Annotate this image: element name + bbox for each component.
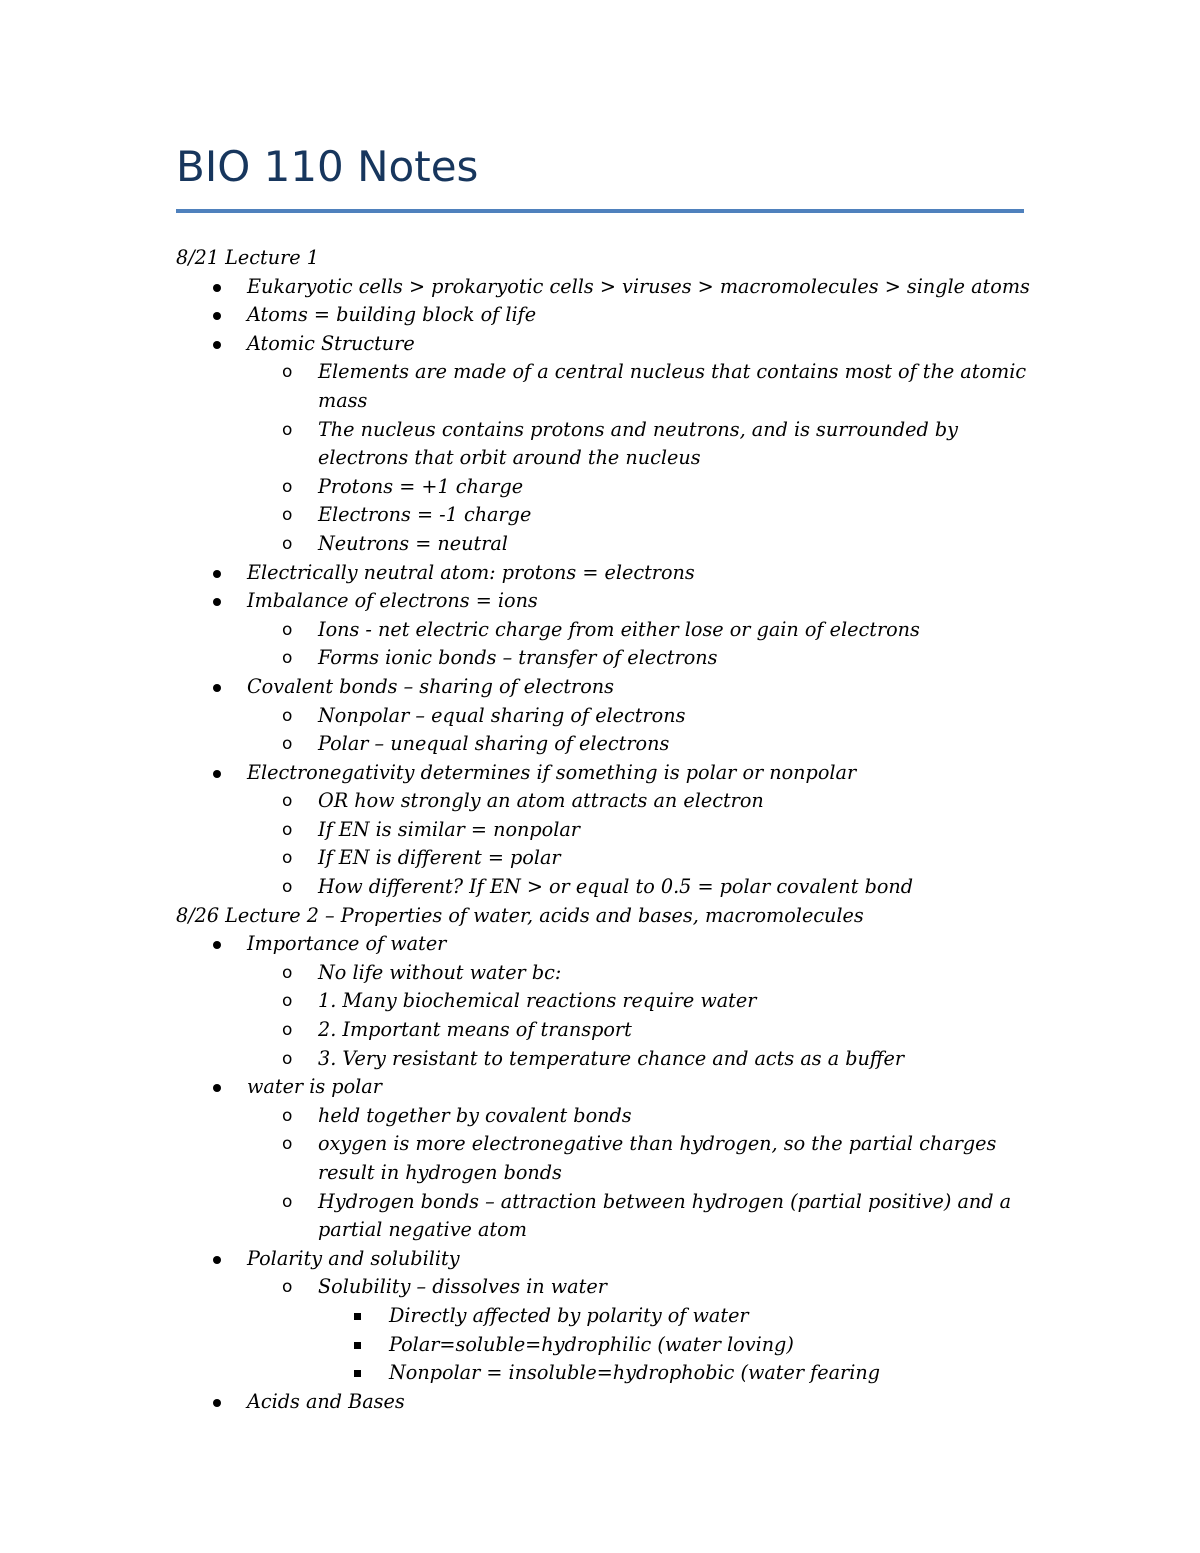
list-item-text: Electronegativity determines if something is polar or nonpolar xyxy=(247,760,857,784)
list-item xyxy=(176,1159,1036,1188)
bullet-circle-icon: o xyxy=(282,819,293,840)
document-title: BIO 110 Notes xyxy=(176,142,479,191)
list-item xyxy=(176,844,1036,873)
list-item-text: Ions - net electric charge from either lose or gain of electrons xyxy=(318,617,920,641)
list-item xyxy=(176,444,1036,473)
list-item xyxy=(176,1188,1036,1217)
list-item-text: Elements are made of a central nucleus that contains most of the atomic xyxy=(318,360,1027,384)
bullet-dot-icon xyxy=(213,284,221,292)
list-item xyxy=(176,587,1036,616)
list-item xyxy=(176,959,1036,988)
list-item-text: 1. Many biochemical reactions require water xyxy=(318,989,757,1013)
bullet-circle-icon: o xyxy=(282,1105,293,1126)
list-item-text: Directly affected by polarity of water xyxy=(389,1303,749,1327)
bullet-circle-icon: o xyxy=(282,848,293,869)
bullet-circle-icon: o xyxy=(282,791,293,812)
list-item xyxy=(176,1130,1036,1159)
bullet-circle-icon: o xyxy=(282,962,293,983)
list-item xyxy=(176,616,1036,645)
list-item-text: Imbalance of electrons = ions xyxy=(247,589,538,613)
list-item xyxy=(176,987,1036,1016)
list-item xyxy=(176,816,1036,845)
bullet-dot-icon xyxy=(213,341,221,349)
list-item-text: No life without water bc: xyxy=(318,960,562,984)
lecture-heading xyxy=(176,902,1036,931)
list-item xyxy=(176,358,1036,387)
notes-body xyxy=(176,244,1036,1416)
list-item-text: 8/26 Lecture 2 – Properties of water, acids and bases, macromolecules xyxy=(176,903,864,927)
list-item xyxy=(176,559,1036,588)
bullet-circle-icon: o xyxy=(282,476,293,497)
list-item xyxy=(176,301,1036,330)
list-item xyxy=(176,873,1036,902)
list-item-text: electrons that orbit around the nucleus xyxy=(318,446,701,470)
list-item xyxy=(176,1331,1036,1360)
list-item-text: If EN is similar = nonpolar xyxy=(318,817,580,841)
list-item-text: water is polar xyxy=(247,1075,382,1099)
bullet-circle-icon: o xyxy=(282,1191,293,1212)
list-item xyxy=(176,1216,1036,1245)
bullet-circle-icon: o xyxy=(282,734,293,755)
bullet-dot-icon xyxy=(213,312,221,320)
bullet-square-icon xyxy=(354,1370,361,1377)
list-item xyxy=(176,1302,1036,1331)
list-item-text: 2. Important means of transport xyxy=(318,1018,632,1042)
list-item-text: Solubility – dissolves in water xyxy=(318,1275,607,1299)
list-item xyxy=(176,759,1036,788)
list-item xyxy=(176,1073,1036,1102)
list-item-text: Neutrons = neutral xyxy=(318,531,508,555)
bullet-circle-icon: o xyxy=(282,991,293,1012)
bullet-circle-icon: o xyxy=(282,1020,293,1041)
bullet-dot-icon xyxy=(213,1256,221,1264)
list-item xyxy=(176,1359,1036,1388)
list-item-text: Electrically neutral atom: protons = electrons xyxy=(247,560,695,584)
list-item xyxy=(176,501,1036,530)
bullet-dot-icon xyxy=(213,770,221,778)
list-item-text: Polar – unequal sharing of electrons xyxy=(318,732,670,756)
list-item-text: OR how strongly an atom attracts an electron xyxy=(318,789,764,813)
bullet-dot-icon xyxy=(213,684,221,692)
bullet-dot-icon xyxy=(213,570,221,578)
list-item xyxy=(176,416,1036,445)
bullet-circle-icon: o xyxy=(282,619,293,640)
bullet-circle-icon: o xyxy=(282,1134,293,1155)
bullet-circle-icon: o xyxy=(282,705,293,726)
bullet-circle-icon: o xyxy=(282,533,293,554)
list-item-text: Hydrogen bonds – attraction between hydrogen (partial positive) and a xyxy=(318,1189,1012,1213)
list-item xyxy=(176,1273,1036,1302)
bullet-square-icon xyxy=(354,1342,361,1349)
bullet-square-icon xyxy=(354,1313,361,1320)
list-item-text: mass xyxy=(318,388,368,412)
bullet-circle-icon: o xyxy=(282,1048,293,1069)
bullet-circle-icon: o xyxy=(282,362,293,383)
list-item-text: Protons = +1 charge xyxy=(318,474,524,498)
list-item-text: partial negative atom xyxy=(318,1218,527,1242)
list-item-text: result in hydrogen bonds xyxy=(318,1161,562,1184)
list-item-text: Acids and Bases xyxy=(247,1389,405,1413)
list-item-text: How different? If EN > or equal to 0.5 = polar covalent bond xyxy=(318,875,914,899)
list-item xyxy=(176,273,1036,302)
list-item-text: Electrons = -1 charge xyxy=(318,503,532,527)
list-item xyxy=(176,530,1036,559)
bullet-circle-icon: o xyxy=(282,1277,293,1298)
list-item-text: Atomic Structure xyxy=(247,331,415,355)
list-item xyxy=(176,1245,1036,1274)
bullet-circle-icon: o xyxy=(282,419,293,440)
lecture-heading xyxy=(176,244,1036,273)
list-item-text: If EN is different = polar xyxy=(318,846,561,870)
list-item-text: Covalent bonds – sharing of electrons xyxy=(247,674,614,698)
list-item xyxy=(176,330,1036,359)
list-item xyxy=(176,1102,1036,1131)
bullet-circle-icon: o xyxy=(282,648,293,669)
bullet-dot-icon xyxy=(213,1084,221,1092)
list-item xyxy=(176,930,1036,959)
list-item-text: Polar=soluble=hydrophilic (water loving) xyxy=(389,1332,794,1356)
bullet-dot-icon xyxy=(213,1399,221,1407)
bullet-circle-icon: o xyxy=(282,877,293,898)
list-item-text: Nonpolar – equal sharing of electrons xyxy=(318,703,686,727)
list-item-text: Forms ionic bonds – transfer of electrons xyxy=(318,646,718,670)
bullet-dot-icon xyxy=(213,941,221,949)
list-item xyxy=(176,673,1036,702)
list-item xyxy=(176,387,1036,416)
list-item xyxy=(176,1016,1036,1045)
list-item-text: Atoms = building block of life xyxy=(247,303,537,327)
list-item xyxy=(176,1045,1036,1074)
list-item-text: Nonpolar = insoluble=hydrophobic (water fearing xyxy=(389,1361,880,1385)
list-item-text: Polarity and solubility xyxy=(247,1246,460,1270)
list-item-text: Importance of water xyxy=(247,932,447,956)
list-item xyxy=(176,1388,1036,1417)
list-item-text: The nucleus contains protons and neutrons, and is surrounded by xyxy=(318,417,958,441)
list-item xyxy=(176,702,1036,731)
list-item-text: 3. Very resistant to temperature chance and acts as a buffer xyxy=(318,1046,905,1070)
list-item-text: Eukaryotic cells > prokaryotic cells > viruses > macromolecules > single atoms xyxy=(247,274,1030,298)
list-item-text: held together by covalent bonds xyxy=(318,1103,632,1127)
list-item xyxy=(176,730,1036,759)
list-item-text: oxygen is more electronegative than hydrogen, so the partial charges xyxy=(318,1132,997,1156)
list-item xyxy=(176,473,1036,502)
bullet-circle-icon: o xyxy=(282,505,293,526)
list-item xyxy=(176,644,1036,673)
list-item-text: 8/21 Lecture 1 xyxy=(176,246,319,269)
list-item xyxy=(176,787,1036,816)
title-underline xyxy=(176,209,1024,213)
bullet-dot-icon xyxy=(213,598,221,606)
